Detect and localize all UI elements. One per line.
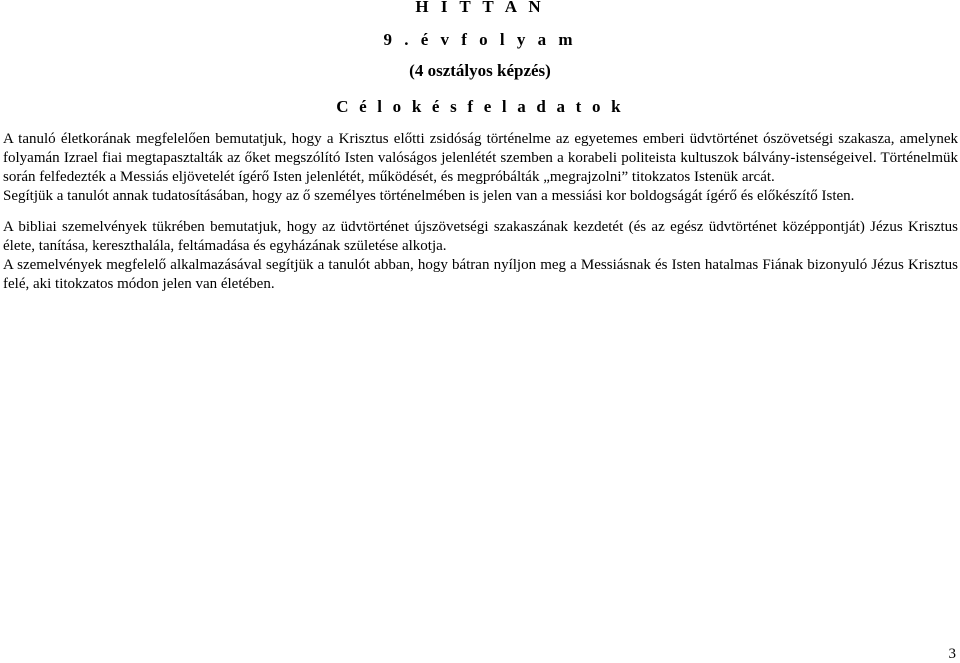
goals-heading: C é l o k é s f e l a d a t o k <box>336 97 624 116</box>
grade-heading: 9 . é v f o l y a m <box>383 30 577 49</box>
paragraph: A bibliai szemelvények tükrében bemutatjuk, hogy az üdvtörténet újszövetségi szakaszának kezdetét (és az egész üdvtörténet középpontját) Jézus Krisztus élete, tanítása, kereszthalála, feltámadása és egyházának születése alkotja. <box>3 219 958 254</box>
body-text <box>3 130 958 294</box>
page-number: 3 <box>948 646 956 662</box>
document-title: H I T T A N <box>415 0 545 16</box>
paragraph: A tanuló életkorának megfelelően bemutatjuk, hogy a Krisztus előtti zsidóság történelme az egyetemes emberi üdvtörténet ószövetségi szakasza, amelynek folyamán Izrael fiai megtapasztalták az őket megszólító Isten valóságos jelenlétét szemben a korabeli politeista kultuszok bálvány-istenségeivel. Történelmük során felfedezték a Messiás eljövetelét ígérő Isten jelenlétét, működését, és megpróbálták „megrajzolni” titokzatos Istenük arcát. <box>3 131 958 185</box>
paragraph: Segítjük a tanulót annak tudatosításában, hogy az ő személyes történelmében is jelen van a messiási kor boldogságát ígérő és előkészítő Isten. <box>3 188 855 204</box>
subtitle: (4 osztályos képzés) <box>409 61 551 80</box>
paragraph: A szemelvények megfelelő alkalmazásával segítjük a tanulót abban, hogy bátran nyíljon meg a Messiásnak és Isten hatalmas Fiának bizonyuló Jézus Krisztus felé, aki titokzatos módon jelen van életében. <box>3 257 958 292</box>
